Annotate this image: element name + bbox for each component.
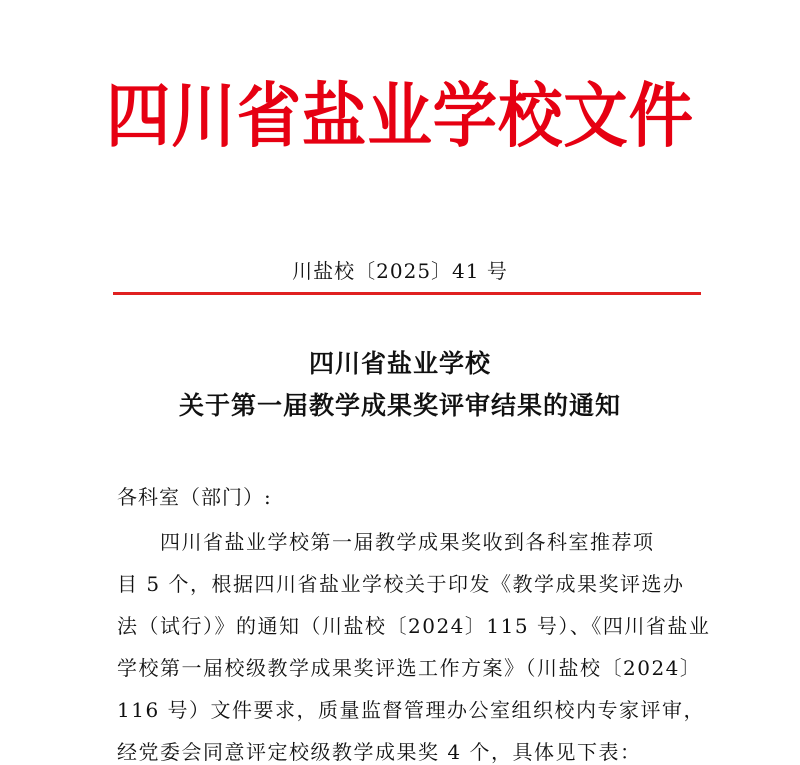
salutation: 各科室（部门）: [117,485,272,509]
body-paragraph-line: 学校第一届校级教学成果奖评选工作方案》（川盐校〔2024〕 [117,656,702,680]
body-paragraph-line: 116 号）文件要求，质量监督管理办公室组织校内专家评审， [117,698,706,722]
red-divider-line [113,292,701,295]
body-paragraph-line: 四川省盐业学校第一届教学成果奖收到各科室推荐项 [160,530,655,554]
document-number: 川盐校〔2025〕41 号 [292,259,508,283]
masthead-title: 四川省盐业学校文件 [106,74,694,157]
body-paragraph-line: 目 5 个，根据四川省盐业学校关于印发《教学成果奖评选办 [117,572,685,596]
body-paragraph-line: 经党委会同意评定校级教学成果奖 4 个，具体见下表： [117,740,642,764]
body-paragraph-line: 法（试行）》的通知（川盐校〔2024〕115 号）、《四川省盐业 [117,614,711,638]
notice-title-line-1: 四川省盐业学校 [308,349,491,378]
notice-title-line-2: 关于第一届教学成果奖评审结果的通知 [178,391,621,420]
